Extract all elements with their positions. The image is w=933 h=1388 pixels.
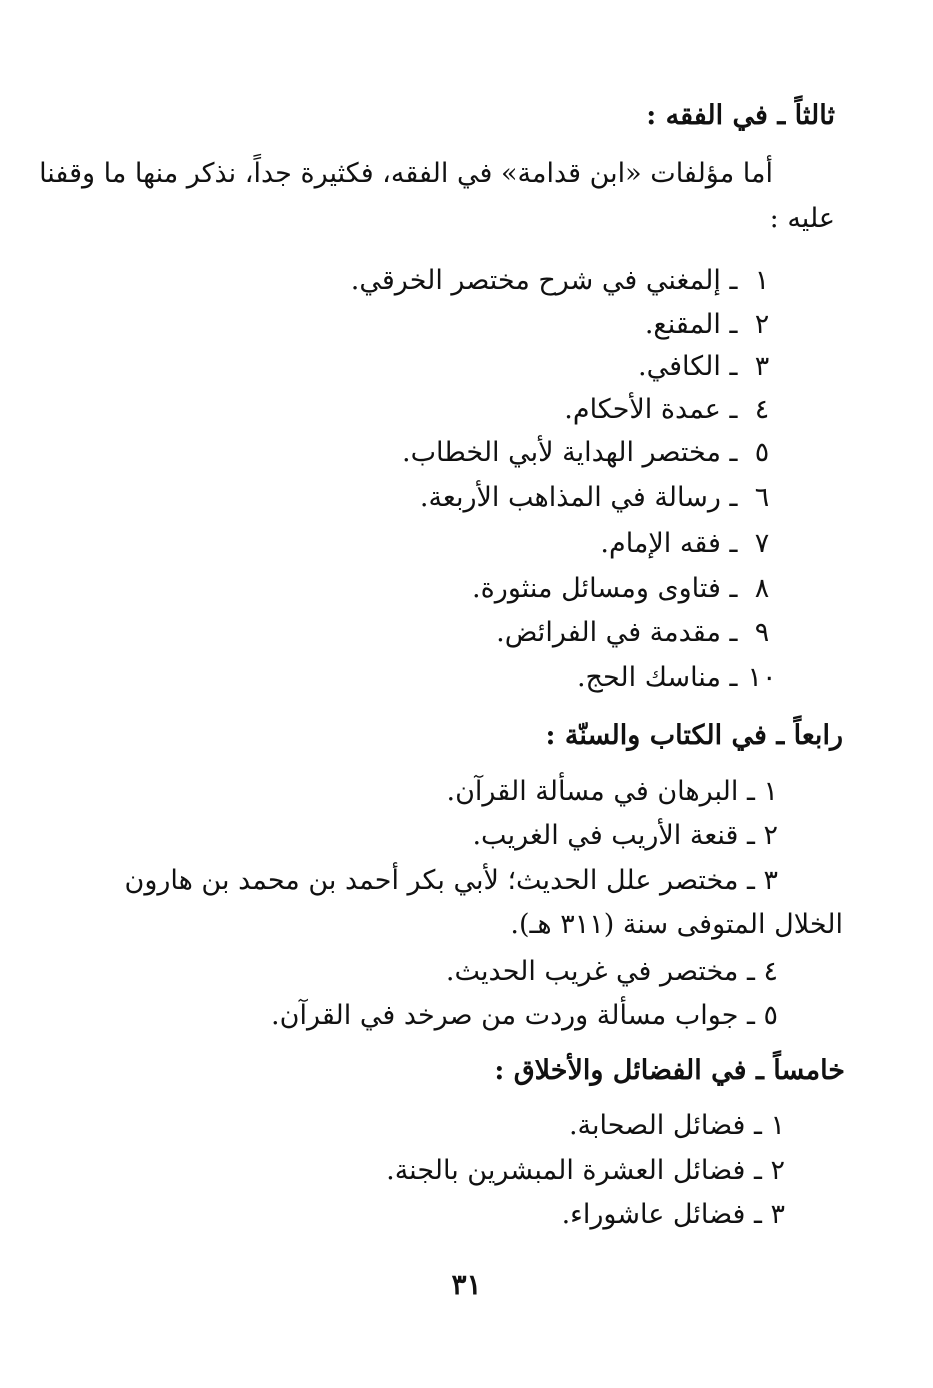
item-text: ـ مقدمة في الفرائض. bbox=[496, 617, 738, 648]
section-heading-fiqh: ثالثاً ـ في الفقه : bbox=[646, 100, 835, 131]
item-number: ١٠ bbox=[747, 662, 777, 693]
list-item bbox=[0, 528, 933, 559]
list-item bbox=[0, 309, 933, 340]
list-item bbox=[0, 662, 933, 693]
list-item-continuation: الخلال المتوفى سنة (٣١١ هـ). bbox=[510, 909, 843, 940]
list-item bbox=[0, 394, 933, 425]
list-item: ٣ ـ مختصر علل الحديث؛ لأبي بكر أحمد بن محمد بن هارون bbox=[124, 865, 778, 896]
item-text: ـ مختصر الهداية لأبي الخطاب. bbox=[402, 437, 738, 468]
intro-paragraph-line: أما مؤلفات «ابن قدامة» في الفقه، فكثيرة جداً، نذكر منها ما وقفنا bbox=[39, 158, 773, 189]
list-item bbox=[0, 437, 933, 468]
list-item bbox=[0, 265, 933, 296]
list-item: ٥ ـ جواب مسألة وردت من صرخد في القرآن. bbox=[271, 1000, 778, 1031]
list-item bbox=[0, 351, 933, 382]
item-number: ٩ bbox=[754, 617, 770, 648]
item-text: ـ فقه الإمام. bbox=[600, 528, 738, 559]
item-number: ٨ bbox=[754, 573, 770, 604]
list-item: ١ ـ البرهان في مسألة القرآن. bbox=[446, 776, 778, 807]
list-item: ٢ ـ قنعة الأريب في الغريب. bbox=[472, 820, 778, 851]
item-number: ٥ bbox=[754, 437, 770, 468]
item-text: ـ مناسك الحج. bbox=[576, 662, 738, 693]
item-number: ٣ bbox=[754, 351, 770, 382]
item-text: ـ فتاوى ومسائل منثورة. bbox=[472, 573, 738, 604]
list-item: ٣ ـ فضائل عاشوراء. bbox=[561, 1199, 785, 1230]
item-text: ـ الكافي. bbox=[638, 351, 738, 382]
list-item bbox=[0, 617, 933, 648]
item-number: ٢ bbox=[754, 309, 770, 340]
list-item bbox=[0, 482, 933, 513]
item-text: ـ المقنع. bbox=[644, 309, 738, 340]
list-item: ١ ـ فضائل الصحابة. bbox=[568, 1110, 785, 1141]
item-text: ـ إلمغني في شرح مختصر الخرقي. bbox=[350, 265, 738, 296]
section-heading-virtues-ethics: خامساً ـ في الفضائل والأخلاق : bbox=[494, 1055, 845, 1086]
item-number: ٦ bbox=[754, 482, 770, 513]
list-item: ٢ ـ فضائل العشرة المبشرين بالجنة. bbox=[386, 1155, 785, 1186]
item-text: ـ عمدة الأحكام. bbox=[564, 394, 738, 425]
item-text: ـ رسالة في المذاهب الأربعة. bbox=[419, 482, 738, 513]
page-number: ٣١ bbox=[451, 1268, 482, 1301]
item-number: ١ bbox=[754, 265, 770, 296]
item-number: ٤ bbox=[754, 394, 770, 425]
list-item: ٤ ـ مختصر في غريب الحديث. bbox=[445, 956, 778, 987]
item-number: ٧ bbox=[754, 528, 770, 559]
list-item bbox=[0, 573, 933, 604]
intro-paragraph-line: عليه : bbox=[769, 203, 835, 234]
section-heading-quran-sunnah: رابعاً ـ في الكتاب والسنّة : bbox=[545, 720, 843, 751]
